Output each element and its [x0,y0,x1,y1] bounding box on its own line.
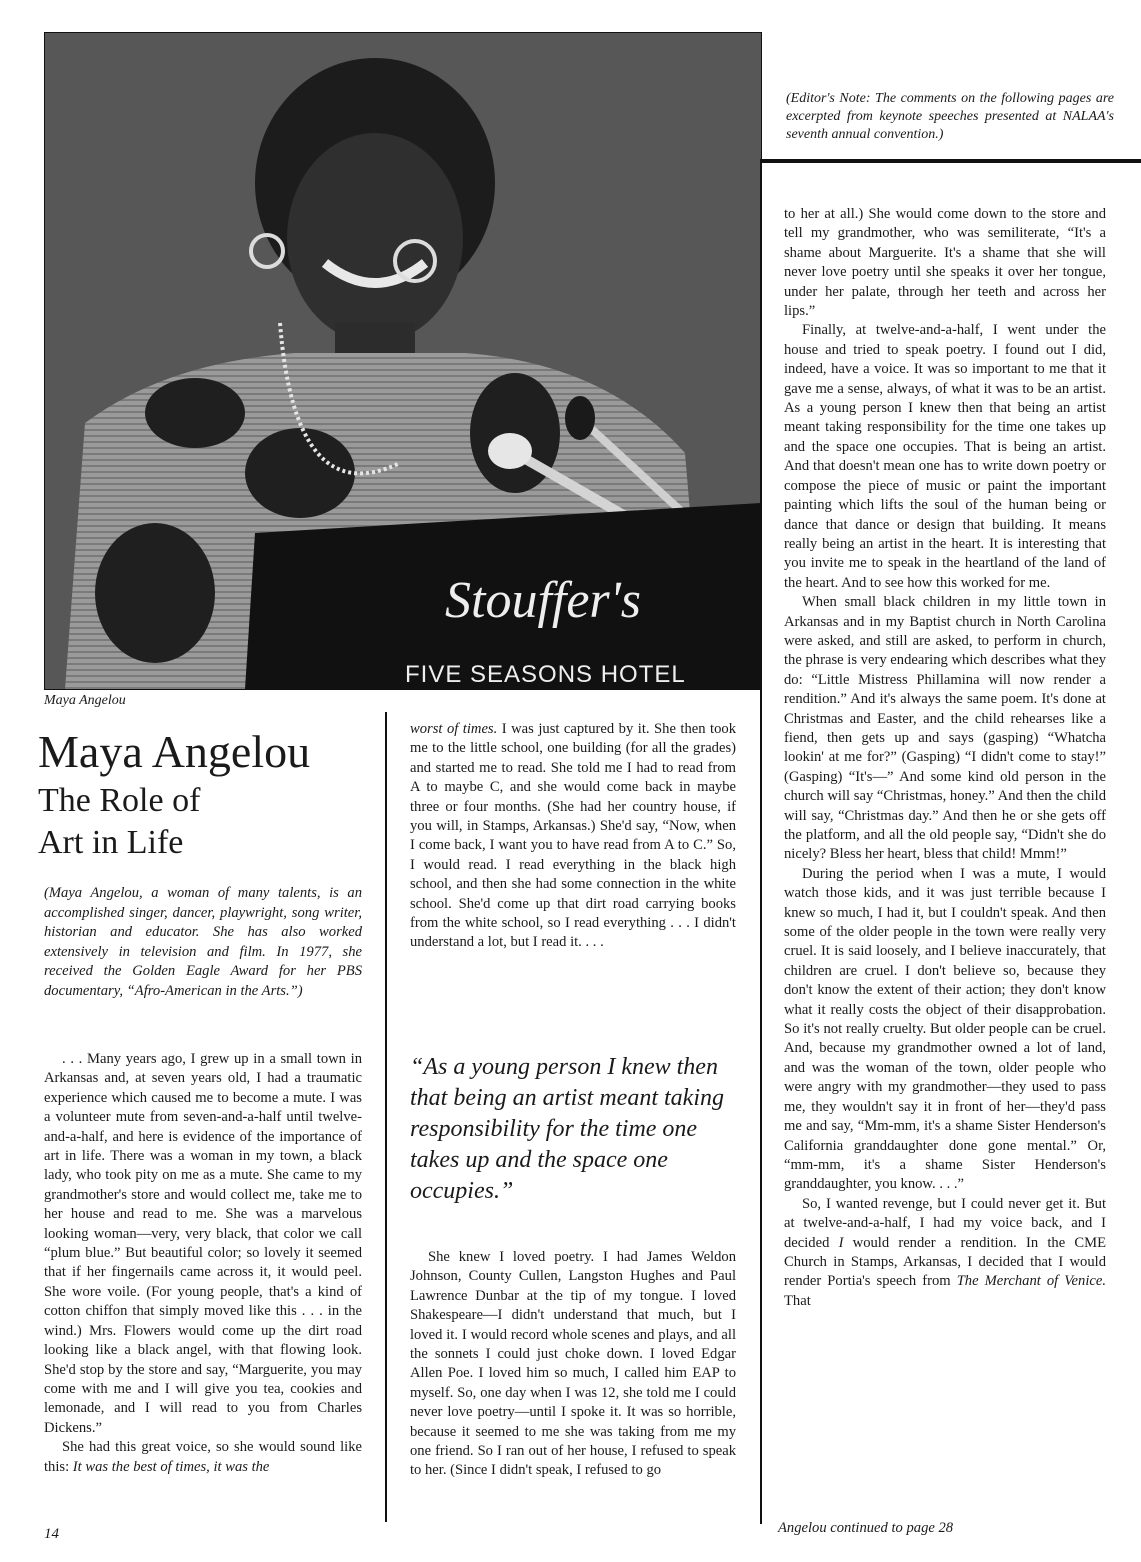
paragraph: She knew I loved poetry. I had James Weldon Johnson, County Cullen, Langston Hughes and Paul Lawrence Dunbar at the tip of my tongue. I loved Shakespeare—I didn't understand that much, but I loved it. I would record whole scenes and plays, and all the sonnets I could just choke down. I loved Edgar Allen Poe. I loved him so much, I called him EAP to myself. So, one day when I was 12, she told me I could never love poetry—until I spoke it. It was so horrible, because it seemed to me she was taking from me my one friend. So I ran out of her house, I refused to speak to her. (Since I didn't speak, I refused to go [410,1249,736,1479]
paragraph: During the period when I was a mute, I would watch those kids, and it was just terrible because I knew so much, I had it, but I couldn't speak. And then some of the older people in the town were really very cruel. It is said loosely, and I believe inaccurately, that children are cruel. I don't believe so, because they don't know the extent of their action; they don't know what it really costs the object of their disapprobation. So it's not really cruelty. But older people can be cruel. And, because my grandmother owned a lot of land, and was the woman of the town, older people who were angry with my grandmother—they used to pass me, they wouldn't say it in front of her—they'd pass me and say, “Mm-mm, it's a shame Sister Henderson's California granddaughter done gone mental.” Or, “mm-mm, it's a shame Sister Henderson's granddaughter, you know. . . .” [784,865,1106,1193]
podium-hotel-name: FIVE SEASONS HOTEL [405,661,686,688]
podium-brand: Stouffer's [445,572,642,629]
paragraph: So, I wanted revenge, but I could never get it. But at twelve-and-a-half, I had my voice back, and I decided I would render a rendition. In the CME Church in Stamps, Arkansas, I decided that I would render Portia's speech from The Merchant of Venice. That [784,1195,1106,1309]
column-rule-right [760,159,762,1524]
paragraph: She had this great voice, so she would sound like this: It was the best of times, it was the [44,1439,362,1475]
column-3 [784,205,1106,1311]
editors-note-rule [760,159,1141,163]
subtitle-line-1: The Role of [38,782,201,819]
speaker-photo [44,32,762,690]
paragraph: Finally, at twelve-and-a-half, I went under the house and tried to speak poetry. I found out I did, indeed, have a voice. It was so important to me that it gave me a sense, always, of what it was to be an artist. As a young person I knew then that being an artist meant taking responsibility for the time one takes up and the space one occupies. That is being an artist. And that doesn't mean one has to write down poetry or compose the piece of music or paint the important painting which lifts the soul of the human being or dance that dance or design that building. It means really being an artist in the heart. It is interesting that you invite me to speak in the heartland of the land of the heart. And to see how this worked for me. [784,322,1106,591]
page-number: 14 [44,1526,59,1542]
paragraph: worst of times. I was just captured by it. She then took me to the little school, one building (for all the grades) and started me to read. She told me I had to read from A to maybe C, and she would come back in maybe three or four months. (She had her country house, if you will, in Stamps, Arkansas.) She'd say, “Now, when I come back, I want you to have read from A to C.” So, I would read. I read everything in the black high school, and then she had some connection in the white school. She'd come up that dirt road carrying books from the white school, so I read everything . . . I didn't understand a lot, but I read it. . . . [410,721,737,951]
editors-note: (Editor's Note: The comments on the following pages are excerpted from keynote speeches presented at NALAA's seventh annual convention.) [786,91,1114,142]
pull-quote: “As a young person I knew then that being an artist meant taking responsibility for the time one takes up and the space one occupies.” [410,1054,724,1204]
article-subtitle [38,780,200,864]
column-2 [410,720,736,953]
column-1 [44,1050,362,1477]
column-rule-left [385,712,387,1522]
column-2-lower [410,1248,736,1481]
photo-caption: Maya Angelou [44,693,126,708]
article-title: Maya Angelou [38,726,311,777]
subtitle-line-2: Art in Life [38,824,184,861]
paragraph: When small black children in my little town in Arkansas and in my Baptist church in North Carolina were asked, and still are asked, to perform in church, the phrase is very endearing which describes what they do: “Little Mistress Phillamina will now render a rendition.” And it's always the same poem. It's done at Christmas and Easter, and the child rehearses like a fiend, then gets up and says (gasping) “Whatcha lookin' at me for?” (Gasping) “I didn't come to stay!” (Gasping) “It's—” And some kind old person in the church will say “Christmas, honey.” And then the child will say, “Christmas day.” And then he or she gets off the platform, and all the old people say, “Didn't she do nicely? Bless her heart, bless that child! Mmm!” [784,594,1106,863]
paragraph: . . . Many years ago, I grew up in a small town in Arkansas and, at seven years old, I had a traumatic experience which caused me to become a mute. I was a volunteer mute from seven-and-a-half until twelve-and-a-half, and here is evidence of the importance of art in life. There was a woman in my town, a black lady, who took pity on me as a mute. She came to my grandmother's store and would collect me, take me to her house and read to me. She was a marvelous looking woman—very, very black, that color we call “plum blue.” But beautiful color; so lovely it seemed that if her fingernails came across it, it would peel. She wore voile. (For young people, that's a kind of cotton chiffon that simply moved like this . . . in the wind.) Mrs. Flowers would come up the dirt road looking like a black angel, with that flowing look. She'd stop by the store and say, “Marguerite, you may come with me and I will give you tea, cookies and lemonade, and I will read to you from Charles Dickens.” [44,1051,362,1436]
continued-note: Angelou continued to page 28 [778,1520,954,1536]
author-bio: (Maya Angelou, a woman of many talents, is an accomplished singer, dancer, playwright, song writer, historian and educator. She has also worked extensively in television and film. In 1977, she received the Golden Eagle Award for her PBS documentary, “Afro-American in the Arts.”) [44,885,362,999]
paragraph: to her at all.) She would come down to the store and tell my grandmother, who was semiliterate, “It's a shame about Marguerite. It's a shame that she will never love poetry until she speaks it over her tongue, under her palate, through her teeth and across her lips.” [784,206,1106,320]
